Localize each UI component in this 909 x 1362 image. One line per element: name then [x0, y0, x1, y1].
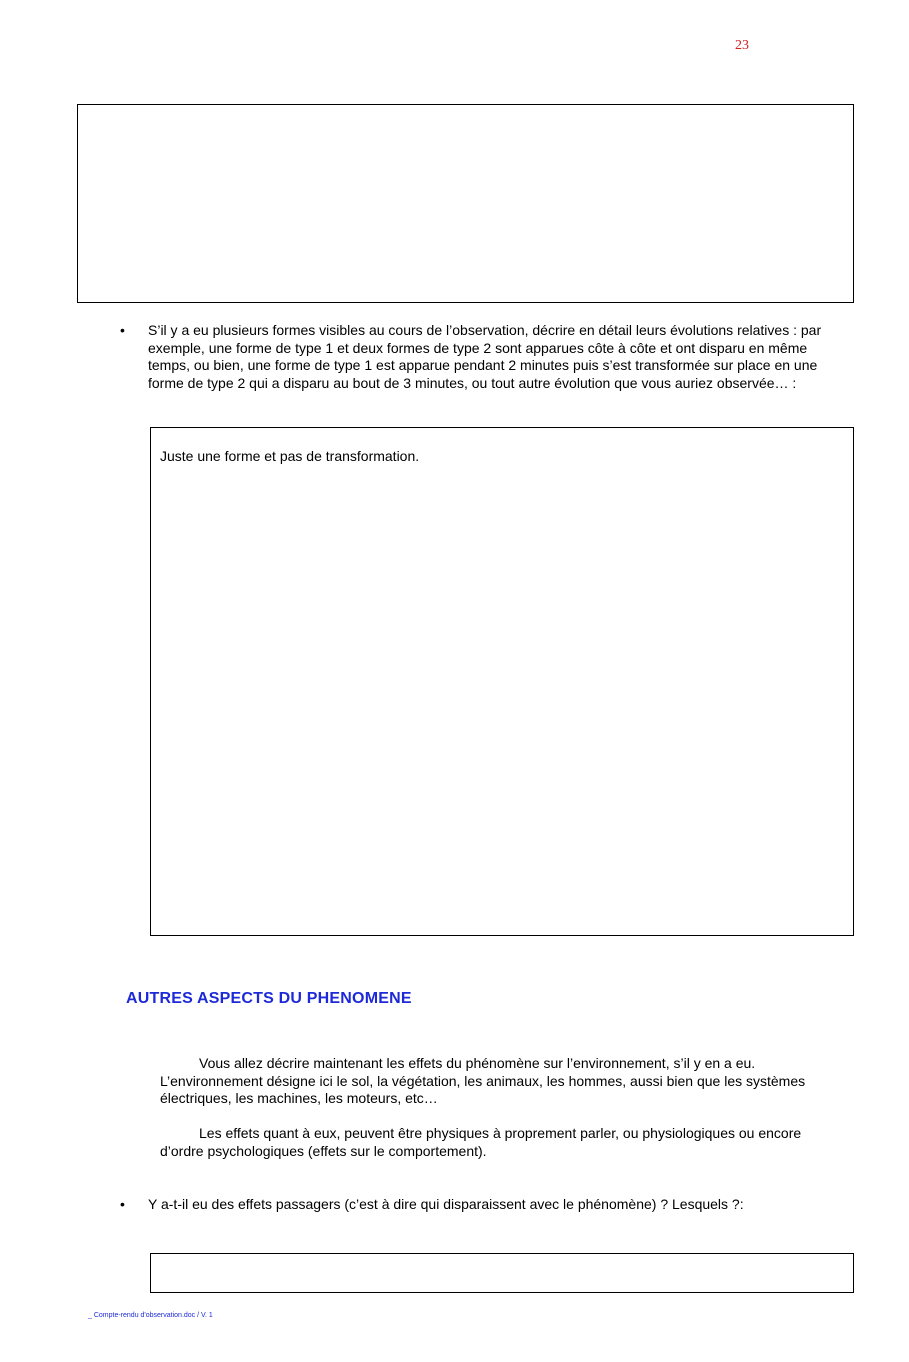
question-effects: Y a-t-il eu des effets passagers (c’est à dire qui disparaissent avec le phénomène) ? Lesquels ?: — [148, 1196, 744, 1212]
page-number: 23 — [735, 38, 749, 53]
section-paragraph-2: Les effets quant à eux, peuvent être physiques à proprement parler, ou physiologiques ou encore d’ordre psychologiques (effets sur le comportement). — [160, 1125, 802, 1159]
bullet-icon: • — [120, 1196, 125, 1212]
bullet-icon: • — [120, 322, 125, 338]
footer-filename: _ Compte-rendu d'observation.doc / V. 1 — [88, 1312, 213, 1319]
section-heading: AUTRES ASPECTS DU PHENOMENE — [126, 990, 412, 1007]
answer-box-effects[interactable] — [150, 1253, 854, 1293]
section-paragraph-1: Vous allez décrire maintenant les effets du phénomène sur l’environnement, s’il y en a eu. L’environnement désigne ici le sol, la végétation, les animaux, les hommes, aussi bien que les systèmes électriques, les machines, les moteurs, etc… — [160, 1055, 806, 1106]
answer-box-evolutions[interactable] — [150, 427, 854, 936]
answer-box-previous[interactable] — [77, 104, 854, 303]
question-evolutions: S’il y a eu plusieurs formes visibles au cours de l’observation, décrire en détail leurs évolutions relatives : par exemple, une forme de type 1 et deux formes de type 2 sont apparues côte à côte et ont disparu en même temps, ou bien, une forme de type 1 est apparue pendant 2 minutes puis s’est transformée sur place en une forme de type 2 qui a disparu au bout de 3 minutes, ou tout autre évolution que vous auriez observée… : — [148, 322, 822, 391]
answer-evolutions-text: Juste une forme et pas de transformation. — [160, 448, 420, 464]
